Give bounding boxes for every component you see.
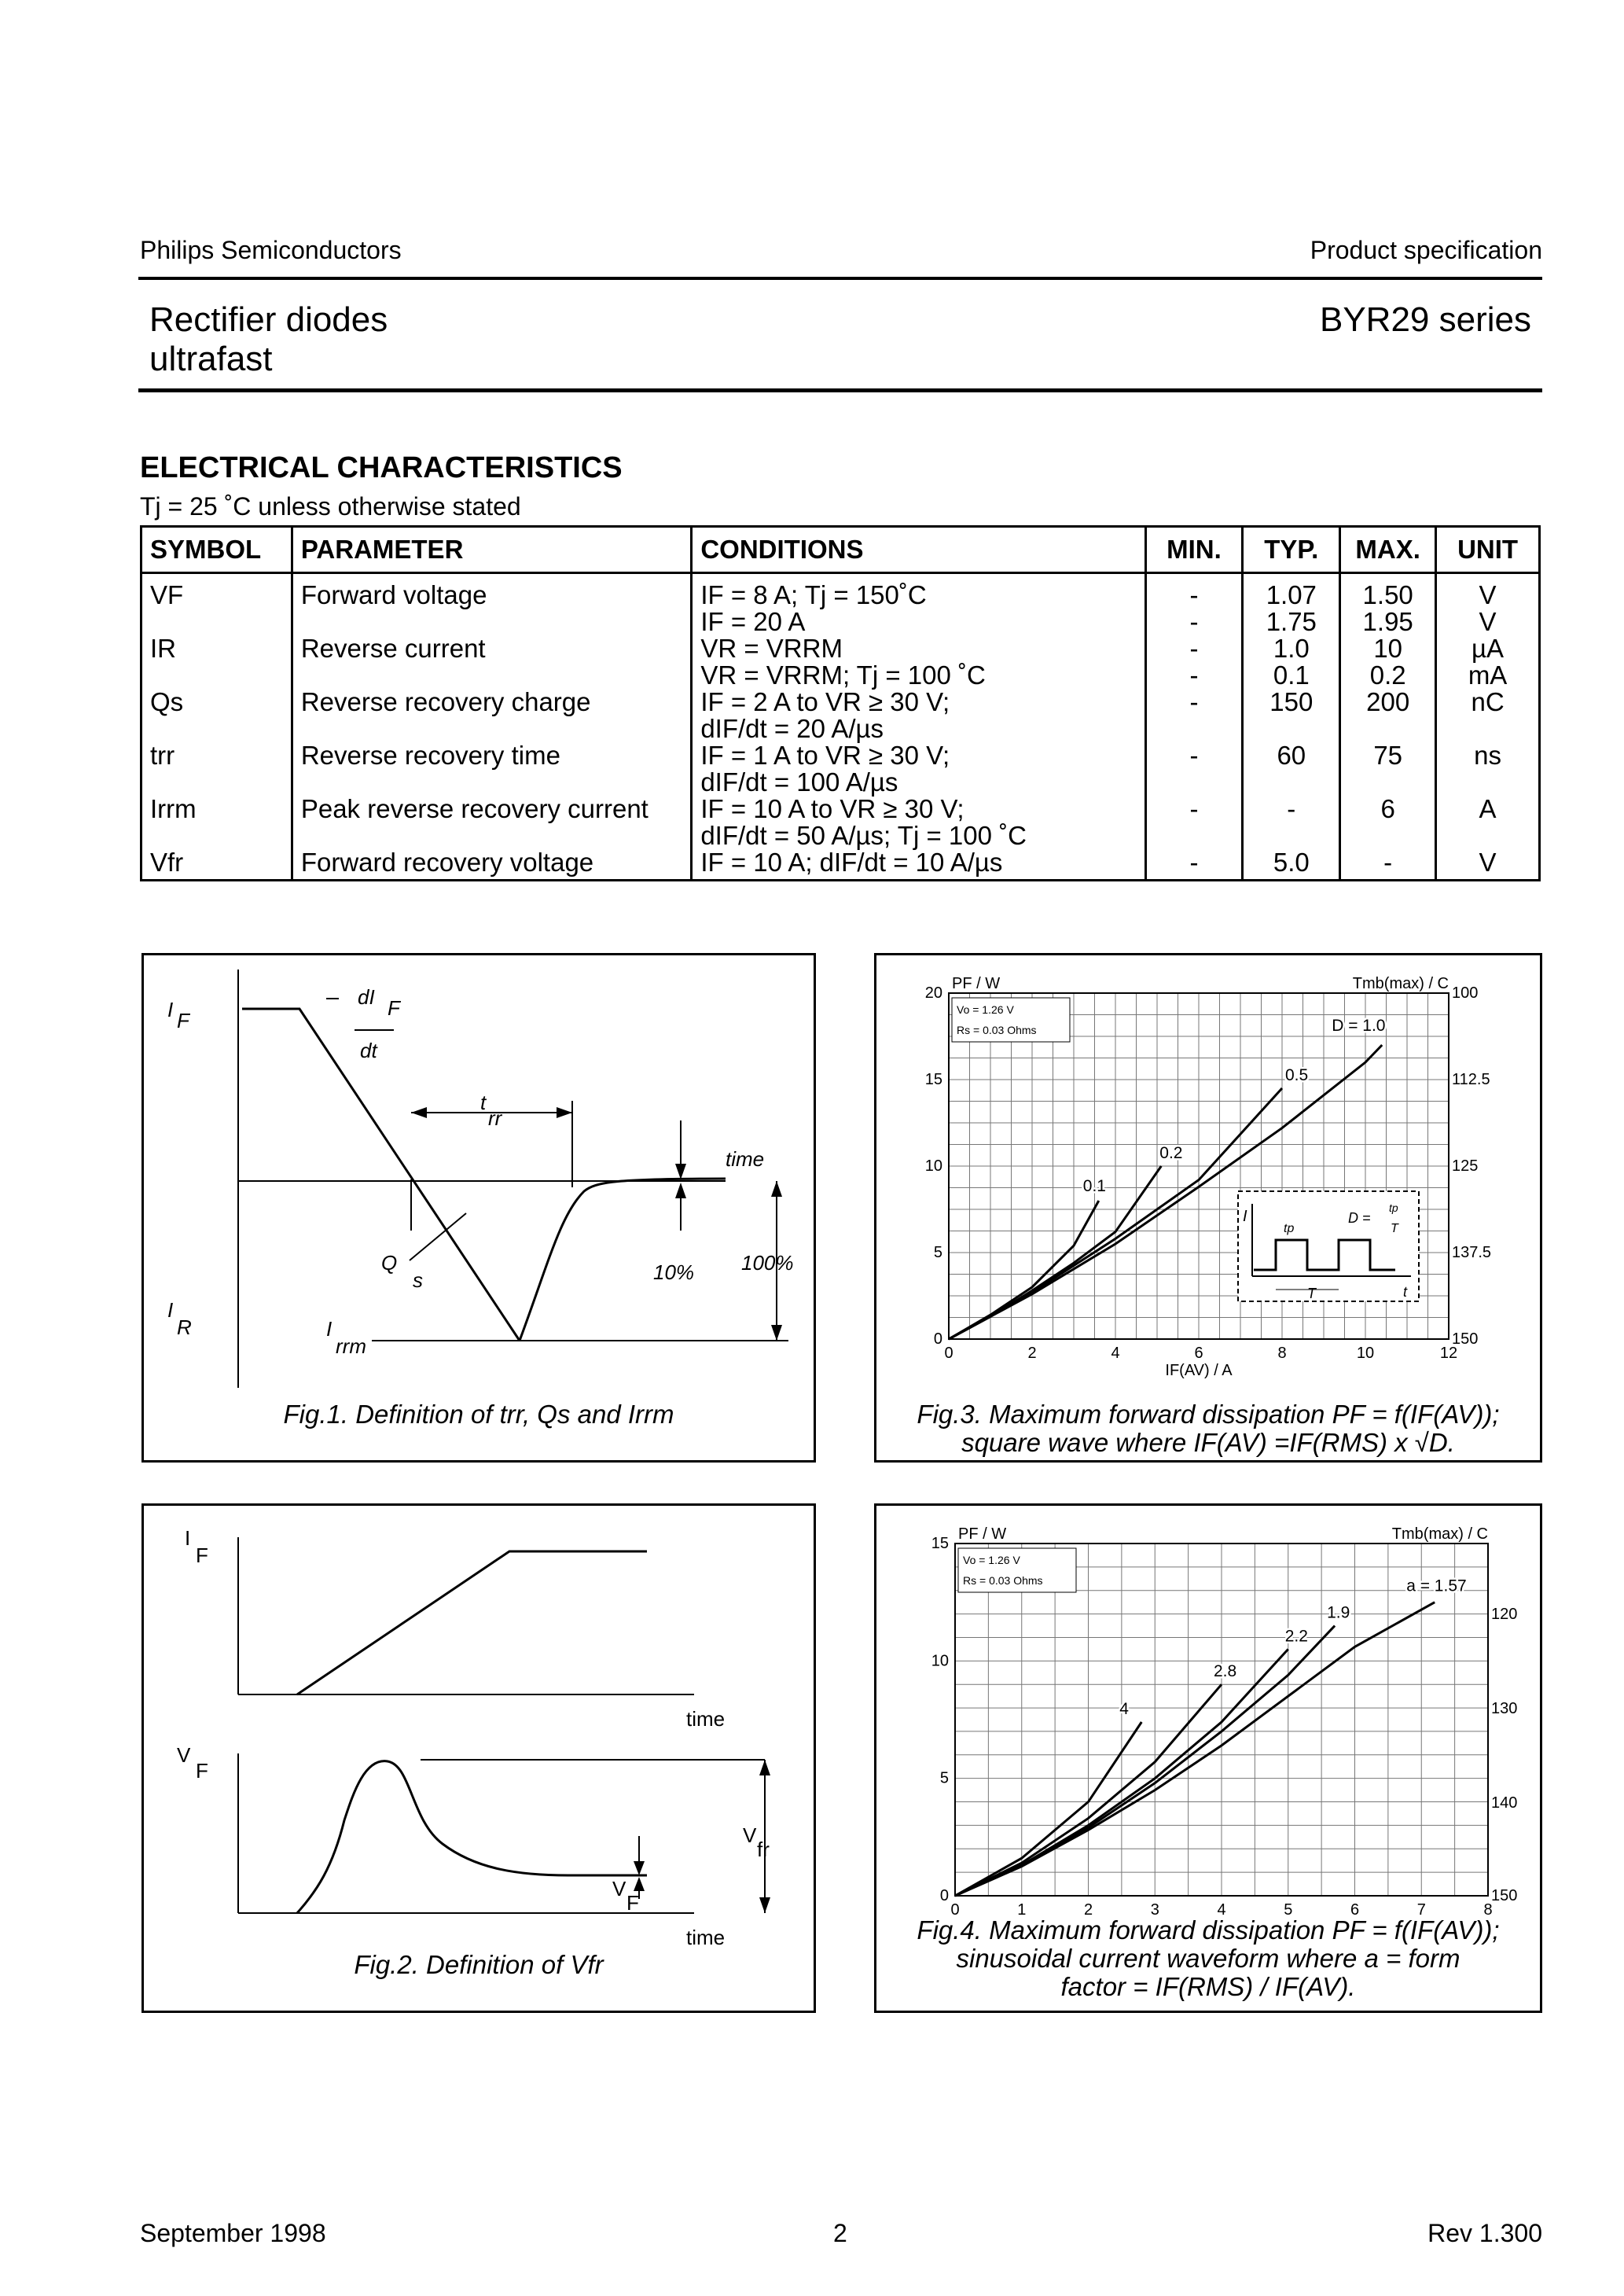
fig1-label-f-sub: F: [388, 996, 400, 1020]
fig3-y2-tick-label: 137.5: [1452, 1244, 1492, 1261]
fig4-chart: [876, 1506, 1540, 1915]
condition-line: VR = VRRM; Tj = 100 ˚C: [700, 660, 986, 690]
conditions-cell: IF = 10 A; dIF/dt = 10 A/µs: [692, 849, 1145, 881]
fig3-y2-axis-label: Tmb(max) / C: [1352, 975, 1449, 992]
parameter-cell: Forward voltage: [292, 573, 691, 636]
fig2-arrowhead: [759, 1897, 770, 1913]
fig1-arrowhead: [675, 1164, 686, 1179]
fig3-inset: [1238, 1191, 1419, 1301]
column-header: SYMBOL: [141, 527, 292, 573]
max-cell: 6: [1340, 796, 1436, 849]
column-header: UNIT: [1436, 527, 1540, 573]
fig1-arrowhead: [411, 1107, 427, 1118]
footer-date: September 1998: [140, 2219, 326, 2247]
min-cell: -: [1145, 742, 1243, 796]
figure-4: [874, 1503, 1542, 2013]
fig3-x-tick-label: 8: [1277, 1345, 1287, 1362]
fig3-y2-tick-label: 125: [1452, 1157, 1479, 1175]
header-rule: [138, 277, 1542, 280]
fig4-series-label: 2.2: [1284, 1627, 1308, 1646]
fig1-label-r: R: [177, 1315, 192, 1339]
symbol-cell: Irrm: [141, 796, 292, 849]
fig2-if-ramp: [297, 1551, 647, 1694]
table-row: [141, 689, 1540, 742]
fig4-y2-tick-label: 130: [1491, 1700, 1518, 1717]
max-cell: [1340, 635, 1436, 689]
condition-line: dIF/dt = 20 A/µs: [700, 714, 884, 743]
fig3-series-label: D = 1.0: [1332, 1017, 1386, 1035]
min-cell: [1145, 573, 1243, 636]
fig3-y-axis-label: PF / W: [952, 975, 1001, 992]
fig2-label-v: V: [177, 1743, 191, 1767]
value-line: V: [1479, 580, 1497, 609]
title-rule: [138, 388, 1542, 392]
fig2-label-time-top: time: [686, 1707, 726, 1731]
value-line: mA: [1468, 660, 1508, 690]
fig2-label-vfr-v: V: [743, 1823, 757, 1847]
footer-revision: Rev 1.300: [1427, 2219, 1542, 2247]
fig1-current-ramp: [242, 1009, 520, 1341]
fig1-label-irrm-i: I: [326, 1317, 333, 1341]
fig1-label-q: Q: [381, 1251, 398, 1275]
unit-cell: ns: [1436, 742, 1540, 796]
fig4-annotation: Vo = 1.26 V: [963, 1554, 1020, 1566]
value-line: V: [1479, 607, 1497, 636]
table-row: [141, 742, 1540, 796]
typ-cell: [1243, 573, 1340, 636]
fig2-arrowhead: [634, 1877, 645, 1891]
fig4-caption: [876, 1916, 1540, 2001]
conditions-cell: [692, 573, 1145, 636]
fig2-arrowhead: [759, 1760, 770, 1775]
unit-cell: A: [1436, 796, 1540, 849]
column-header: TYP.: [1243, 527, 1340, 573]
fig2-label-f: F: [196, 1544, 208, 1567]
fig4-y2-tick-label: 140: [1491, 1794, 1518, 1812]
condition-line: IF = 8 A; Tj = 150˚C: [700, 580, 927, 609]
fig1-qs-pointer: [410, 1213, 466, 1260]
product-title-line2: ultrafast: [149, 340, 273, 378]
condition-line: dIF/dt = 100 A/µs: [700, 767, 898, 797]
fig4-x-tick-label: 5: [1284, 1901, 1293, 1915]
conditions-cell: [692, 742, 1145, 796]
typ-cell: 5.0: [1243, 849, 1340, 881]
typ-cell: 60: [1243, 742, 1340, 796]
fig4-series-label: 1.9: [1327, 1603, 1350, 1622]
fig4-x-tick-label: 0: [950, 1901, 960, 1915]
fig3-series-label: 0.1: [1082, 1177, 1107, 1195]
fig3-inset-label-d-num: tp: [1389, 1201, 1398, 1214]
fig1-label-f: F: [177, 1009, 189, 1032]
fig4-x-tick-label: 2: [1083, 1901, 1093, 1915]
unit-cell: V: [1436, 849, 1540, 881]
fig3-y-tick-label: 5: [933, 1244, 942, 1261]
conditions-cell: [692, 635, 1145, 689]
condition-line: IF = 20 A: [700, 607, 806, 636]
fig4-y-tick-label: 0: [939, 1887, 949, 1904]
fig3-y2-tick-label: 100: [1452, 984, 1479, 1002]
fig4-caption-line1: Fig.4. Maximum forward dissipation PF = f(IF(AV));: [917, 1915, 1500, 1945]
fig3-inset-label-period: T: [1307, 1286, 1316, 1301]
fig3-caption: [876, 1400, 1540, 1457]
company-name: Philips Semiconductors: [140, 236, 402, 264]
fig1-caption: Fig.1. Definition of trr, Qs and Irrm: [283, 1400, 674, 1429]
fig3-caption-line1: Fig.3. Maximum forward dissipation PF = f(IF(AV));: [917, 1400, 1500, 1429]
fig3-y2-tick-label: 112.5: [1452, 1071, 1490, 1088]
unit-cell: nC: [1436, 689, 1540, 742]
fig1-arrowhead: [557, 1107, 572, 1118]
column-header: MAX.: [1340, 527, 1436, 573]
value-line: 1.75: [1266, 607, 1317, 636]
fig3-x-tick-label: 6: [1194, 1345, 1203, 1362]
fig4-x-tick-label: 6: [1350, 1901, 1360, 1915]
fig4-series-label: 4: [1119, 1699, 1129, 1718]
fig3-y-tick-label: 0: [933, 1330, 942, 1348]
fig3-x-tick-label: 4: [1111, 1345, 1120, 1362]
column-header: MIN.: [1145, 527, 1243, 573]
fig3-inset-label-d-den: T: [1391, 1222, 1398, 1235]
figure-3: [874, 953, 1542, 1463]
fig4-y2-axis-label: Tmb(max) / C: [1391, 1525, 1488, 1543]
fig2-caption: Fig.2. Definition of Vfr: [354, 1950, 604, 1979]
figure-1: [141, 953, 816, 1463]
fig4-x-tick-label: 1: [1017, 1901, 1027, 1915]
conditions-cell: [692, 689, 1145, 742]
symbol-cell: trr: [141, 742, 292, 796]
fig2-label-vf-f: F: [196, 1759, 208, 1783]
min-cell: -: [1145, 689, 1243, 742]
typ-cell: 150: [1243, 689, 1340, 742]
fig1-arrowhead: [771, 1181, 782, 1197]
fig3-inset-label-t: t: [1403, 1284, 1408, 1300]
condition-line: IF = 2 A to VR ≥ 30 V;: [700, 687, 950, 716]
table-header-row: [141, 527, 1540, 573]
fig2-label-time-bottom: time: [686, 1926, 726, 1946]
parameter-cell: Peak reverse recovery current: [292, 796, 691, 849]
footer-page-number: 2: [833, 2219, 847, 2247]
fig1-label-rrm: rrm: [336, 1334, 366, 1358]
symbol-cell: IR: [141, 635, 292, 689]
fig1-diagram: [144, 955, 814, 1460]
product-title: [149, 300, 388, 379]
electrical-characteristics-table: [140, 525, 1541, 881]
fig3-x-tick-label: 12: [1439, 1345, 1458, 1362]
fig3-y-tick-label: 20: [924, 984, 942, 1002]
value-line: 1.95: [1362, 607, 1413, 636]
table-row: [141, 635, 1540, 689]
column-header: CONDITIONS: [692, 527, 1145, 573]
value-line: -: [1189, 607, 1199, 636]
max-cell: 75: [1340, 742, 1436, 796]
value-line: 0.2: [1369, 660, 1406, 690]
fig3-x-tick-label: 2: [1027, 1345, 1037, 1362]
min-cell: -: [1145, 796, 1243, 849]
table-row: [141, 796, 1540, 849]
value-line: 1.0: [1273, 634, 1310, 663]
parameter-cell: Reverse recovery time: [292, 742, 691, 796]
fig3-y2-tick-label: 150: [1452, 1330, 1479, 1348]
fig1-label-s: s: [413, 1268, 423, 1292]
fig4-x-tick-label: 7: [1416, 1901, 1426, 1915]
parameter-cell: Reverse recovery charge: [292, 689, 691, 742]
fig1-label-t: t: [480, 1091, 487, 1114]
conditions-cell: [692, 796, 1145, 849]
condition-line: VR = VRRM: [700, 634, 843, 663]
fig1-label-rr: rr: [488, 1106, 502, 1130]
fig4-x-tick-label: 4: [1217, 1901, 1226, 1915]
fig3-annotation: Vo = 1.26 V: [957, 1003, 1014, 1016]
value-line: 1.50: [1362, 580, 1413, 609]
fig4-x-tick-label: 3: [1150, 1901, 1159, 1915]
value-line: -: [1189, 580, 1199, 609]
section-condition: Tj = 25 ˚C unless otherwise stated: [140, 492, 521, 521]
fig3-chart: [876, 955, 1540, 1396]
fig1-recovery-curve: [520, 1179, 726, 1341]
fig4-x-tick-label: 8: [1483, 1901, 1493, 1915]
fig3-series-line: [949, 1201, 1099, 1339]
fig3-inset-label-d: D =: [1348, 1210, 1371, 1226]
section-title: ELECTRICAL CHARACTERISTICS: [140, 451, 623, 484]
fig2-label-fr: fr: [757, 1838, 770, 1861]
fig1-arrowhead: [771, 1325, 782, 1341]
fig4-series-label: 2.8: [1214, 1662, 1237, 1681]
condition-line: IF = 10 A to VR ≥ 30 V;: [700, 794, 964, 823]
fig3-annotation: Rs = 0.03 Ohms: [957, 1024, 1037, 1036]
fig4-y-axis-label: PF / W: [958, 1525, 1007, 1543]
fig1-label-time: time: [726, 1147, 765, 1171]
fig1-arrowhead: [675, 1183, 686, 1198]
value-line: -: [1189, 634, 1199, 663]
parameter-cell: Forward recovery voltage: [292, 849, 691, 881]
value-line: 1.07: [1266, 580, 1317, 609]
fig4-caption-line2: sinusoidal current waveform where a = form: [956, 1944, 1460, 1973]
fig2-label-vf2-v: V: [612, 1877, 626, 1900]
series-name: BYR29 series: [1319, 300, 1531, 339]
min-cell: -: [1145, 849, 1243, 881]
fig4-series-label: a = 1.57: [1406, 1577, 1467, 1595]
fig1-label-i: I: [167, 998, 174, 1021]
fig3-inset-label-i: I: [1243, 1208, 1247, 1225]
fig4-y2-tick-label: 120: [1491, 1606, 1518, 1623]
condition-line: IF = 1 A to VR ≥ 30 V;: [700, 741, 950, 770]
figure-2: [141, 1503, 816, 2013]
symbol-cell: Qs: [141, 689, 292, 742]
fig4-annotation: Rs = 0.03 Ohms: [963, 1574, 1043, 1587]
typ-cell: [1243, 635, 1340, 689]
fig2-vf-curve: [297, 1761, 647, 1913]
fig3-caption-line2: square wave where IF(AV) =IF(RMS) x √D.: [961, 1428, 1455, 1457]
max-cell: 200: [1340, 689, 1436, 742]
value-line: 10: [1373, 634, 1403, 663]
fig1-label-10pct: 10%: [653, 1260, 695, 1284]
fig3-y-tick-label: 10: [924, 1157, 942, 1175]
fig4-caption-line3: factor = IF(RMS) / IF(AV).: [1060, 1972, 1356, 2001]
fig2-label-vf2-f: F: [626, 1891, 639, 1915]
fig3-series-label: 0.2: [1159, 1144, 1183, 1162]
table-row: [141, 573, 1540, 636]
parameter-cell: Reverse current: [292, 635, 691, 689]
document-type: Product specification: [1310, 236, 1542, 264]
fig1-label-ir-i: I: [167, 1298, 174, 1322]
max-cell: -: [1340, 849, 1436, 881]
fig2-diagram: [144, 1506, 814, 1946]
product-title-line1: Rectifier diodes: [149, 300, 388, 339]
fig4-y-tick-label: 5: [939, 1769, 949, 1787]
fig3-y-tick-label: 15: [924, 1071, 942, 1088]
fig1-label-100pct: 100%: [741, 1251, 794, 1275]
fig4-y-tick-label: 10: [931, 1652, 949, 1670]
symbol-cell: VF: [141, 573, 292, 636]
typ-cell: -: [1243, 796, 1340, 849]
fig3-x-axis-label: IF(AV) / A: [1165, 1362, 1233, 1379]
unit-cell: [1436, 635, 1540, 689]
fig1-label-di: dI: [358, 985, 375, 1009]
fig4-y-tick-label: 15: [931, 1535, 949, 1552]
unit-cell: [1436, 573, 1540, 636]
min-cell: [1145, 635, 1243, 689]
fig2-label-i: I: [185, 1526, 191, 1550]
symbol-cell: Vfr: [141, 849, 292, 881]
fig3-series-label: 0.5: [1285, 1066, 1309, 1084]
fig3-x-tick-label: 10: [1356, 1345, 1375, 1362]
max-cell: [1340, 573, 1436, 636]
table-row: [141, 849, 1540, 881]
fig1-label-dt: dt: [360, 1039, 377, 1062]
condition-line: dIF/dt = 50 A/µs; Tj = 100 ˚C: [700, 821, 1027, 850]
fig4-series-line: [955, 1626, 1335, 1896]
fig2-arrowhead: [634, 1861, 645, 1875]
value-line: -: [1189, 660, 1199, 690]
fig4-series-line: [955, 1602, 1435, 1896]
fig4-y2-tick-label: 150: [1491, 1887, 1518, 1904]
column-header: PARAMETER: [292, 527, 691, 573]
fig3-inset-label-tp: tp: [1284, 1222, 1295, 1235]
value-line: 0.1: [1273, 660, 1310, 690]
value-line: µA: [1472, 634, 1505, 663]
fig3-x-tick-label: 0: [944, 1345, 953, 1362]
